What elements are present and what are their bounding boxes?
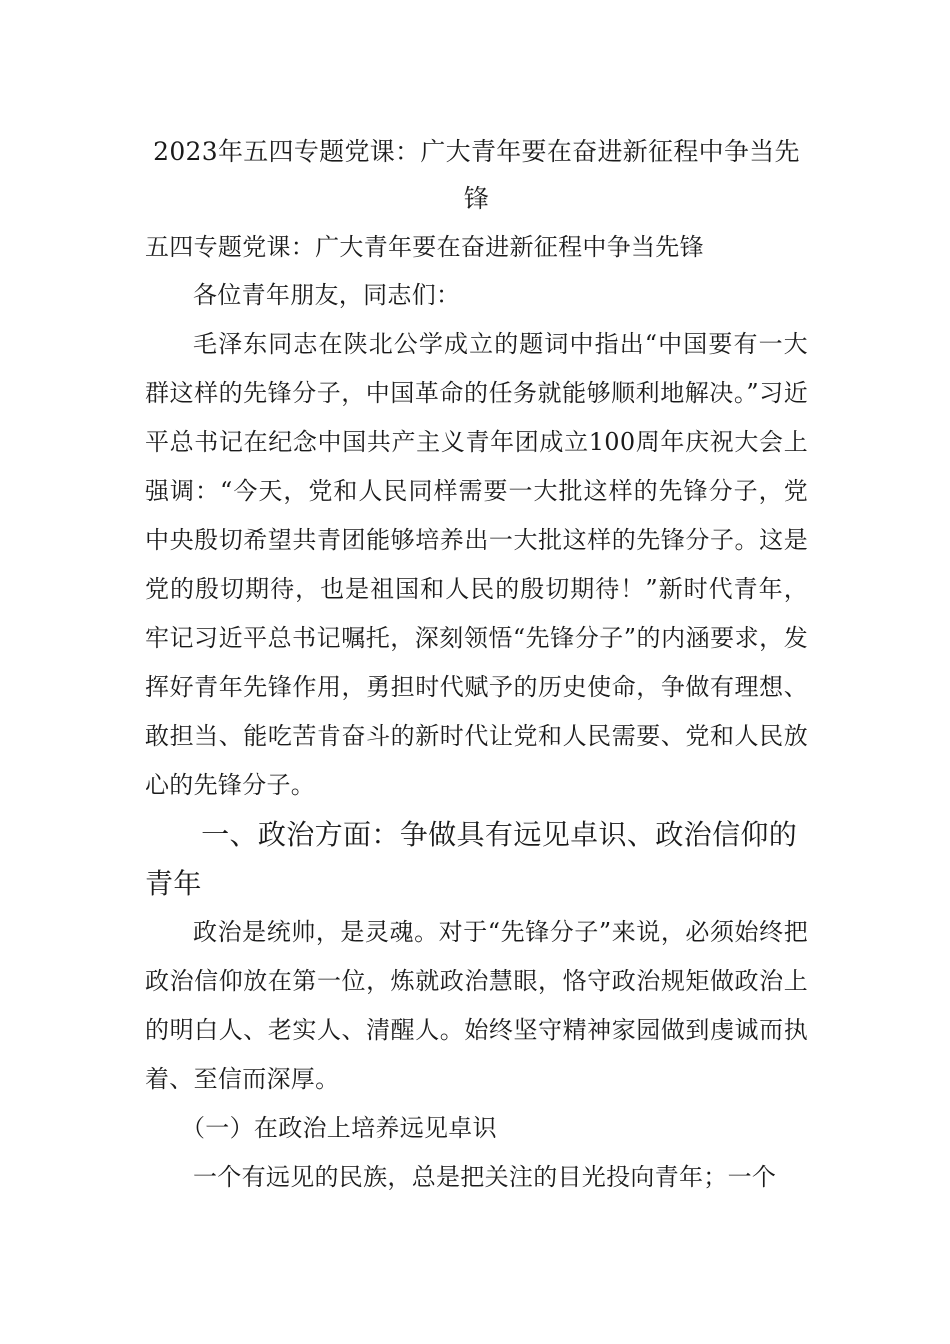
section-heading: 一、政治方面：争做具有远见卓识、政治信仰的青年 xyxy=(145,818,798,900)
subsection-paragraph: 一个有远见的民族，总是把关注的目光投向青年；一个 xyxy=(193,1163,777,1191)
subsection-heading: （一）在政治上培养远见卓识 xyxy=(181,1114,497,1142)
section-paragraph: 政治是统帅，是灵魂。对于“先锋分子”来说，必须始终把政治信仰放在第一位，炼就政治慧眼，恪守政治规矩做政治上的明白人、老实人、清醒人。始终坚守精神家园做到虔诚而执着、至信而深厚。 xyxy=(145,918,808,1093)
greeting-paragraph: 各位青年朋友，同志们： xyxy=(193,281,461,309)
document-subtitle: 五四专题党课：广大青年要在奋进新征程中争当先锋 xyxy=(145,233,704,261)
document-body xyxy=(145,128,808,1202)
intro-paragraph: 毛泽东同志在陕北公学成立的题词中指出“中国要有一大群这样的先锋分子，中国革命的任务就能够顺利地解决。”习近平总书记在纪念中国共产主义青年团成立100周年庆祝大会上强调：“今天，党和人民同样需要一大批这样的先锋分子，党中央殷切希望共青团能够培养出一大批这样的先锋分子。这是党的殷切期待，也是祖国和人民的殷切期待！”新时代青年，牢记习近平总书记嘱托，深刻领悟“先锋分子”的内涵要求，发挥好青年先锋作用，勇担时代赋予的历史使命，争做有理想、敢担当、能吃苦肯奋斗的新时代让党和人民需要、党和人民放心的先锋分子。 xyxy=(145,330,808,799)
document-title: 2023年五四专题党课：广大青年要在奋进新征程中争当先锋 xyxy=(153,137,800,213)
